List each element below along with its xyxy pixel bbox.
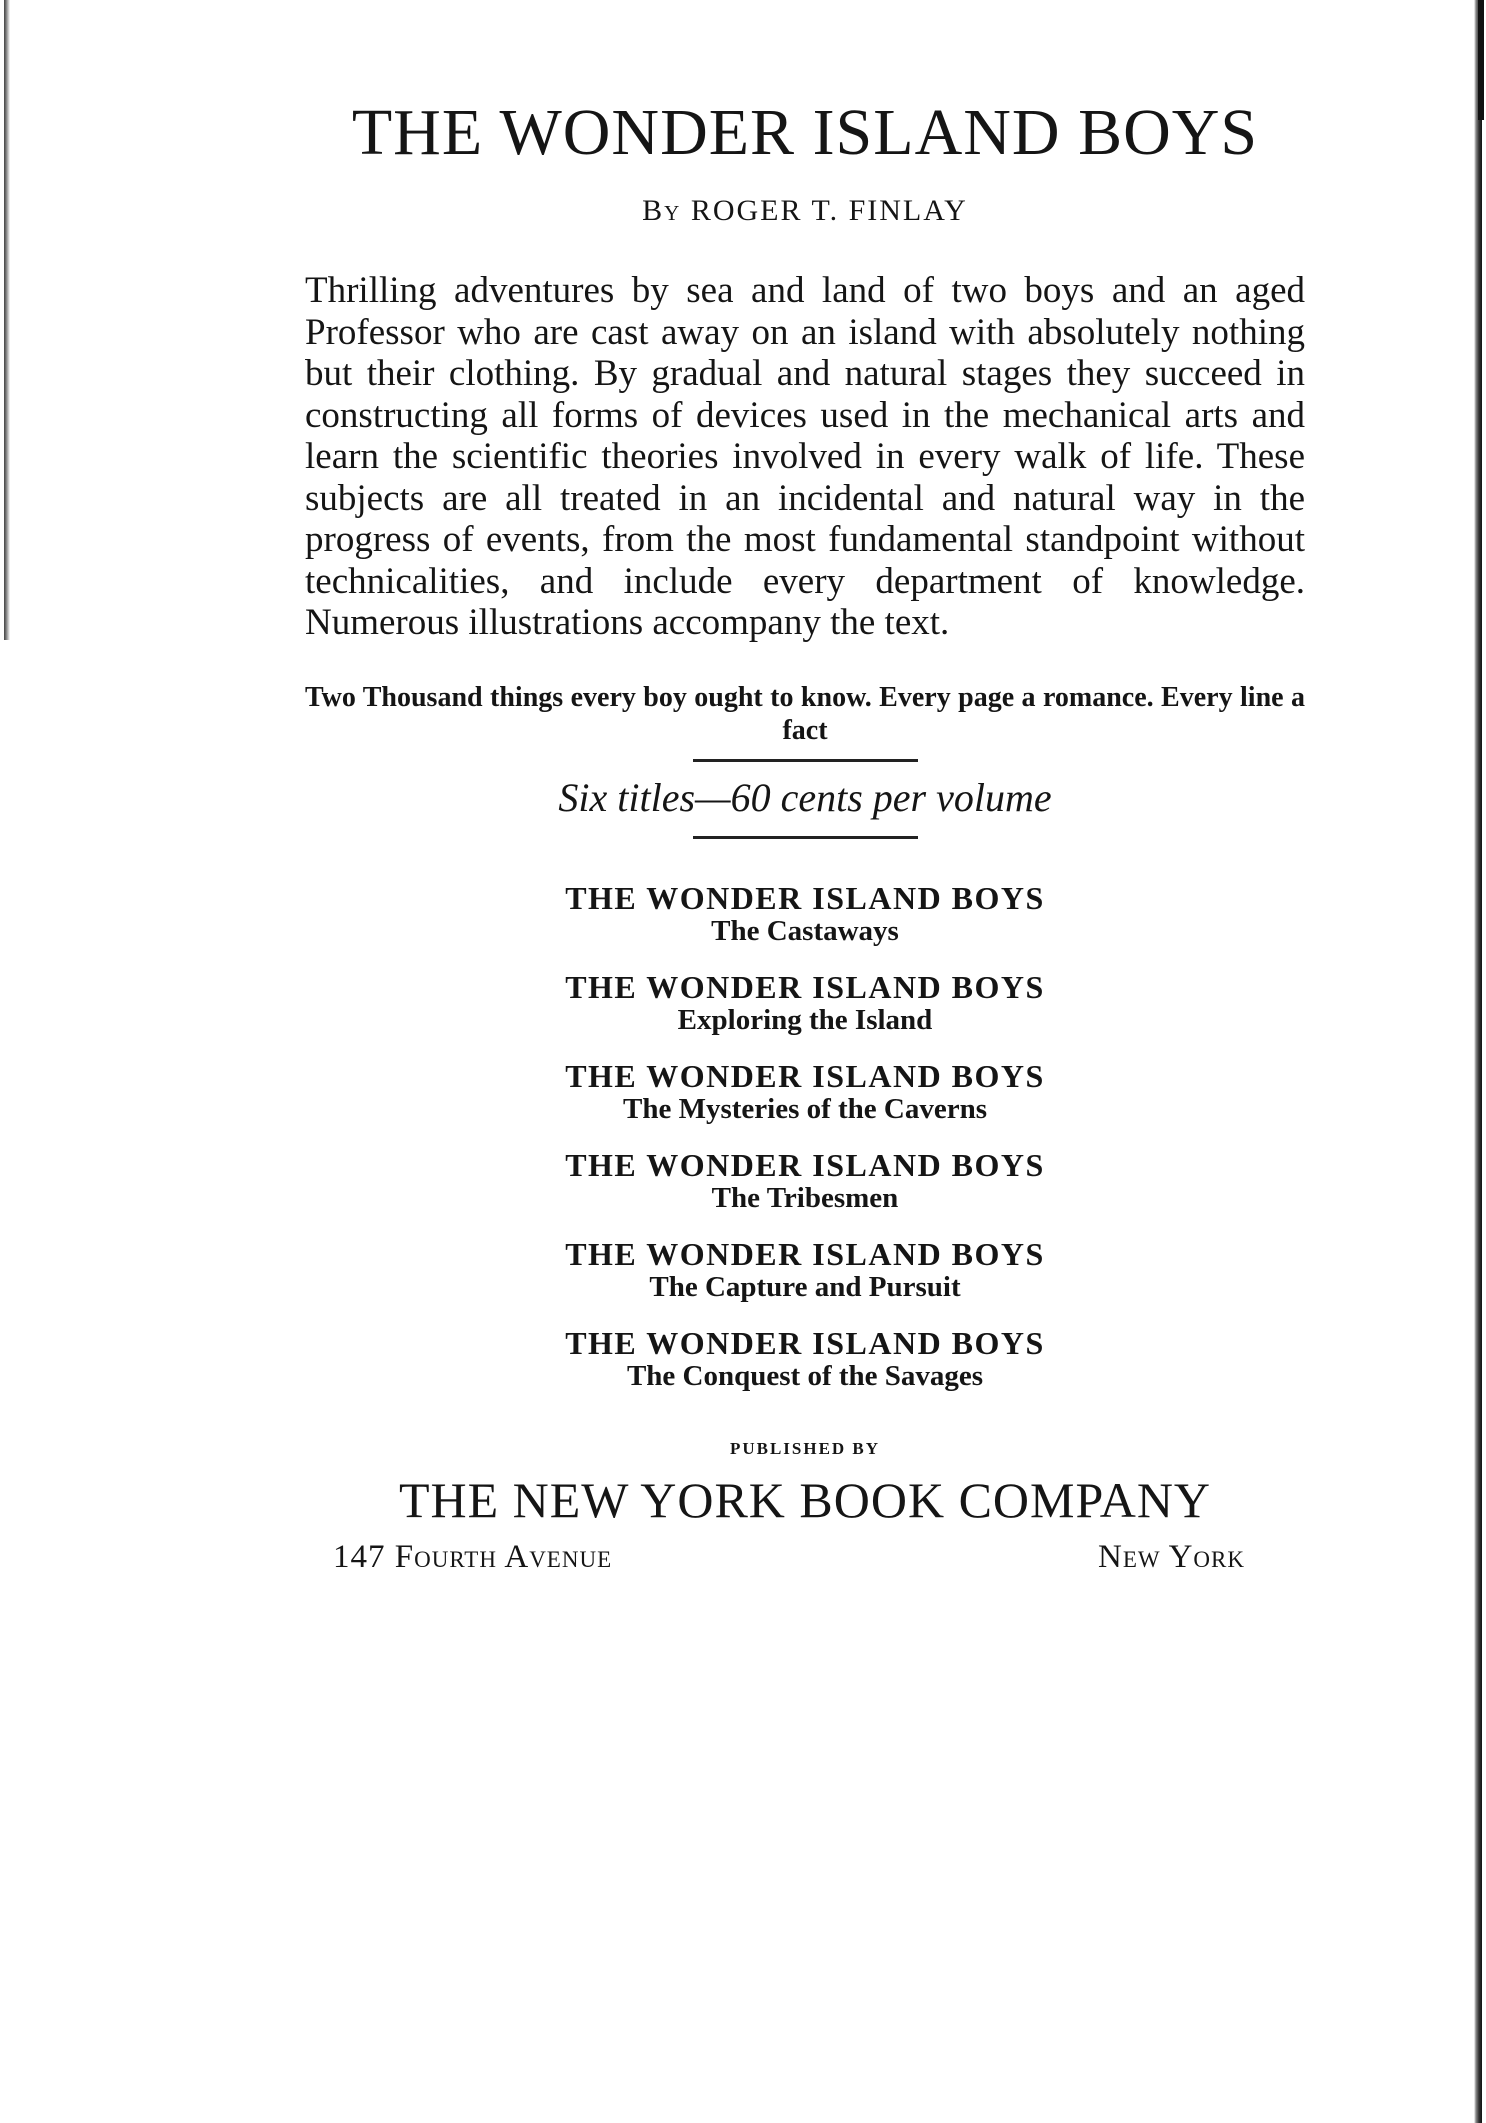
volume-entry xyxy=(305,1148,1305,1215)
volume-series: THE WONDER ISLAND BOYS xyxy=(565,879,1045,916)
volume-series: THE WONDER ISLAND BOYS xyxy=(565,1235,1045,1272)
street-address: 147 Fourth Avenue xyxy=(333,1538,613,1575)
volume-subtitle: The Mysteries of the Caverns xyxy=(622,1092,988,1125)
volume-entry xyxy=(305,1237,1305,1304)
scan-edge-right xyxy=(1474,0,1482,2123)
volume-entry xyxy=(305,1059,1305,1126)
volume-entry xyxy=(305,1326,1305,1393)
price-line: Six titles—60 cents per volume xyxy=(558,774,1052,820)
volume-series: THE WONDER ISLAND BOYS xyxy=(565,968,1045,1005)
series-title: THE WONDER ISLAND BOYS xyxy=(351,96,1259,169)
volume-subtitle: Exploring the Island xyxy=(677,1003,933,1036)
tagline: Two Thousand things every boy ought to know. Every page a romance. Every line a fact xyxy=(305,681,1305,746)
advertisement xyxy=(305,96,1305,1576)
publisher-name: THE NEW YORK BOOK COMPANY xyxy=(398,1471,1212,1528)
volume-series: THE WONDER ISLAND BOYS xyxy=(565,1146,1045,1183)
volume-entry xyxy=(305,970,1305,1037)
published-by-label: PUBLISHED BY xyxy=(729,1438,881,1458)
volume-entry xyxy=(305,881,1305,948)
volume-series: THE WONDER ISLAND BOYS xyxy=(565,1057,1045,1094)
volume-subtitle: The Capture and Pursuit xyxy=(649,1270,961,1303)
volume-series: THE WONDER ISLAND BOYS xyxy=(565,1324,1045,1361)
volume-subtitle: The Tribesmen xyxy=(711,1181,899,1214)
city: New York xyxy=(1097,1538,1245,1575)
scan-edge-right-dark xyxy=(1478,0,1484,120)
description: Thrilling adventures by sea and land of two boys and an aged Professor who are cast away on an island with absolutely nothing but their clothing. By gradual and natural stages they succeed in constructing all forms of devices used in the mechanical arts and learn the scientific theories involved in every walk of life. These subjects are all treated in an incidental and natural way in the progress of events, from the most fundamental standpoint without technicalities, and include every department of knowledge. Numerous illustrations accompany the text. xyxy=(305,270,1305,643)
scan-edge-left xyxy=(4,0,10,640)
publisher-address xyxy=(305,1539,1305,1576)
author-line: By ROGER T. FINLAY xyxy=(642,194,968,227)
volume-subtitle: The Conquest of the Savages xyxy=(626,1359,984,1392)
volume-list xyxy=(305,881,1305,1393)
divider-bottom xyxy=(693,836,918,839)
volume-subtitle: The Castaways xyxy=(711,914,899,947)
divider-top xyxy=(693,759,918,762)
